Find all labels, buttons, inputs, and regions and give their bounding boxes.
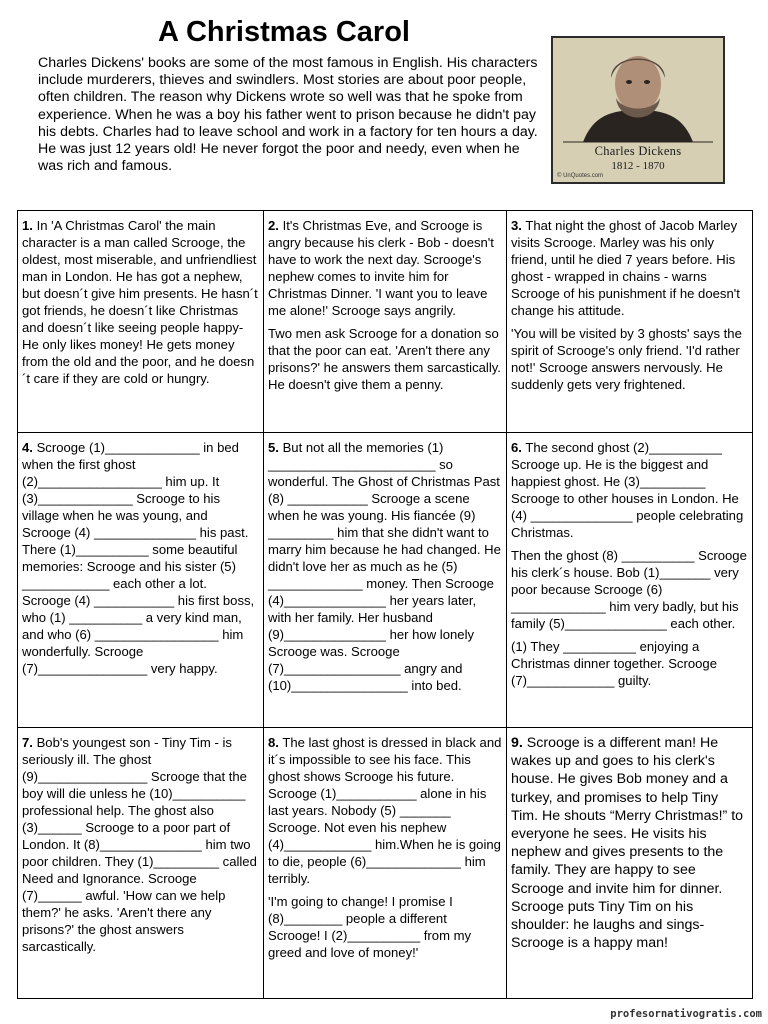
- cell-text: Bob's youngest son - Tiny Tim - is seriously ill. The ghost (9)_______________ Scrooge that the boy will die unless he (10)__________ professional help. The ghost also (3)______ Scrooge to a poor part of London. It (8)______________ him two poor children. They (1)_________ called Need and Ignorance. Scrooge (7)______ awful. 'How can we help them?' he asks. 'Aren't there any prisons?' the ghost answers sarcastically.: [22, 735, 257, 954]
- cell-9: [507, 728, 752, 998]
- cell-6: [507, 433, 752, 728]
- cell-text: 'You will be visited by 3 ghosts' says the spirit of Scrooge's only friend. 'I'd rather not!' Scrooge answers nervously. He suddenly gets very frightened.: [511, 326, 742, 392]
- cell-text: Scrooge (1)_____________ in bed when the first ghost (2)_________________ him up. It (3)_____________ Scrooge to his village when he was young, and Scrooge (4) ______________ his past. There (1)__________ some beautiful memories: Scrooge and his sister (5) ____________ each other a lot. Scrooge (4) ___________ his first boss, who (1) __________ a very kind man, and who (6) _________________ him wonderfully. Scrooge (7)_______________ very happy.: [22, 440, 255, 676]
- cell-number: 8.: [268, 735, 279, 750]
- site-credit: profesornativogratis.com: [610, 1008, 762, 1020]
- cell-number: 2.: [268, 218, 279, 233]
- cell-text: But not all the memories (1) _______________________ so wonderful. The Ghost of Christmas Past (8) ___________ Scrooge a scene when he was young. His fiancée (9) _________ him that she didn't want to marry him because he had changed. He didn't love her as much as he (5) _____________ money. Then Scrooge (4)______________ her years later, with her family. Her husband (9)______________ her how lonely Scrooge was. Scrooge (7)________________ angry and (10)________________ into bed.: [268, 440, 501, 693]
- cell-text: Scrooge is a different man! He wakes up and goes to his clerk's house. He gives Bob money and a turkey, and promises to help Tiny Tim. He shouts “Merry Christmas!” to everyone he sees. He visits his nephew and gives presents to the family. They are happy to see Scrooge and invite him for dinner. Scrooge puts Tiny Tim on his shoulder: he laughs and sings- Scrooge is a happy man!: [511, 735, 744, 952]
- cell-text: In 'A Christmas Carol' the main character is a man called Scrooge, the oldest, most miserable, and unfriendliest man in London. He has got a nephew, but doesn´t give him presents. He hasn´t got friends, he doesn´t like Christmas and doesn´t like seeing people happy- He only likes money! He gets money from the old and the poor, and he doesn´t care if they are cold or hungry.: [22, 218, 258, 386]
- cell-number: 5.: [268, 440, 279, 455]
- cell-5: [264, 433, 507, 728]
- portrait-watermark: © UnQuotes.com: [557, 173, 604, 179]
- cell-3: [507, 211, 752, 433]
- dickens-portrait: [551, 36, 725, 184]
- cell-text: (1) They __________ enjoying a Christmas dinner together. Scrooge (7)____________ guilty.: [511, 639, 717, 688]
- cell-1: [18, 211, 264, 433]
- page-title: A Christmas Carol: [158, 16, 410, 48]
- cell-number: 7.: [22, 735, 33, 750]
- cell-text: The last ghost is dressed in black and it´s impossible to see his face. This ghost shows Scrooge his future. Scrooge (1)___________ alone in his last years. Nobody (5) _______ Scrooge. Not even his nephew (4)____________ him.When he is going to die, people (6)_____________ him terribly.: [268, 735, 502, 886]
- cell-text: The second ghost (2)__________ Scrooge up. He is the biggest and happiest ghost. He (3)_________ Scrooge to other houses in London. He (4) ______________ people celebrating Christmas.: [511, 440, 744, 540]
- cell-2: [264, 211, 507, 433]
- cell-number: 1.: [22, 218, 33, 233]
- intro-paragraph: Charles Dickens' books are some of the most famous in English. His characters include murderers, thieves and swindlers. Most stories are about poor people, often children. The reason why Dickens wrote so well was that he spoke from experience. When he was a boy his father went to prison because he didn't pay his debts. Charles had to leave school and work in a factory for ten hours a day. He was just 12 years old! He never forgot the poor and needy, even when he was rich and famous.: [38, 55, 538, 175]
- cell-number: 4.: [22, 440, 33, 455]
- cell-4: [18, 433, 264, 728]
- cell-7: [18, 728, 264, 998]
- portrait-name: Charles Dickens: [594, 144, 682, 158]
- cell-text: It's Christmas Eve, and Scrooge is angry because his clerk - Bob - doesn't have to work the next day. Scrooge's nephew comes to invite him for Christmas Dinner. 'I want you to leave me alone!' Scrooge says angrily.: [268, 218, 494, 318]
- cell-text: Then the ghost (8) __________ Scrooge his clerk´s house. Bob (1)_______ very poor because Scrooge (6) _____________ him very badly, but his family (5)______________ each other.: [511, 548, 747, 631]
- cell-8: [264, 728, 507, 998]
- cell-text: 'I'm going to change! I promise I (8)________ people a different Scrooge! I (2)__________ from my greed and love of money!': [268, 894, 472, 960]
- cell-number: 3.: [511, 218, 522, 233]
- cell-text: That night the ghost of Jacob Marley visits Scrooge. Marley was his only friend, until he died 7 years before. His ghost - wrapped in chains - warns Scrooge of his punishment if he doesn't change his attitude.: [511, 218, 740, 318]
- portrait-years: 1812 - 1870: [611, 160, 665, 172]
- story-grid: [17, 210, 753, 999]
- cell-text: Two men ask Scrooge for a donation so that the poor can eat. 'Aren't there any prisons?' he answers them sarcastically. He doesn't give them a penny.: [268, 326, 501, 392]
- cell-number: 9.: [511, 735, 523, 751]
- cell-number: 6.: [511, 440, 522, 455]
